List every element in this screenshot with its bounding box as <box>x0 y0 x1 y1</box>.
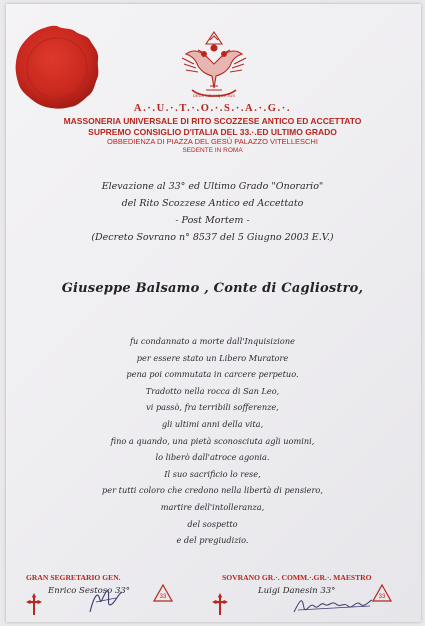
elevation-text <box>0 178 425 246</box>
citation-line: Tradotto nella rocca di San Leo, <box>145 385 280 396</box>
citation-line: e del pregiudizio. <box>176 535 249 546</box>
citation-line: martire dell'intolleranza, <box>160 501 265 512</box>
left-signatory-title: GRAN SEGRETARIO GEN. <box>26 573 121 582</box>
svg-text:33: 33 <box>159 594 167 600</box>
citation-line: gli ultimi anni della vita, <box>161 418 264 429</box>
header-line-council: SUPREMO CONSIGLIO D'ITALIA DEL 33.·.ED ULTIMO GRADO <box>88 127 337 137</box>
elevation-line: - Post Mortem - <box>175 215 250 226</box>
header-line-rite: MASSONERIA UNIVERSALE DI RITO SCOZZESE ANTICO ED ACCETTATO <box>63 116 362 126</box>
citation-line: fu condannato a morte dall'Inquisizione <box>130 336 295 346</box>
right-signatory-title: SOVRANO GR.·. COMM.·.GR.·. MAESTRO <box>222 573 372 582</box>
svg-text:DEUS MEUMQUE JUS: DEUS MEUMQUE JUS <box>193 93 235 98</box>
svg-text:33: 33 <box>378 594 386 600</box>
citation-line: lo liberò dall'atroce agonia. <box>155 452 270 463</box>
order-acronym: A.·.U.·.T.·.O.·.S.·.A.·.G.·. <box>133 103 292 114</box>
citation-line: del sospetto <box>187 518 238 529</box>
triangle-emblem-icon <box>372 584 392 602</box>
header-line-obedience: OBBEDIENZA DI PIAZZA DEL GESÙ PALAZZO VITELLESCHI <box>107 137 318 146</box>
citation-text <box>0 333 425 549</box>
citation-line: per tutti coloro che credono nella libertà di pensiero, <box>102 485 323 496</box>
citation-line: vi passò, fra terribili sofferenze, <box>146 402 279 413</box>
honoree-name: Giuseppe Balsamo , Conte di Cagliostro, <box>61 281 364 296</box>
citation-line: pena poi commutata in carcere perpetuo. <box>126 369 299 380</box>
double-headed-eagle-emblem-icon <box>176 28 252 102</box>
wax-seal-icon <box>14 24 100 110</box>
left-signatory-name: Enrico Sestoso 33° <box>48 586 131 596</box>
citation-line: per essere stato un Libero Muratore <box>136 352 289 363</box>
elevation-line: Elevazione al 33° ed Ultimo Grado "Onorario" <box>101 181 324 192</box>
right-handwritten-signature <box>292 592 374 618</box>
citation-line: Il suo sacrificio lo rese, <box>164 468 261 479</box>
triangle-emblem-icon <box>153 584 173 602</box>
left-handwritten-signature <box>86 586 126 616</box>
header-line-seat: SEDENTE IN ROMA <box>182 147 243 154</box>
templar-cross-icon <box>26 593 42 617</box>
elevation-line: del Rito Scozzese Antico ed Accettato <box>121 198 304 209</box>
templar-cross-icon <box>212 593 228 617</box>
right-signatory-name: Luigi Danesin 33° <box>258 586 336 596</box>
elevation-line: (Decreto Sovrano n° 8537 del 5 Giugno 2003 E.V.) <box>91 232 334 243</box>
citation-line: fino a quando, una pietà sconosciuta agli uomini, <box>110 435 315 446</box>
